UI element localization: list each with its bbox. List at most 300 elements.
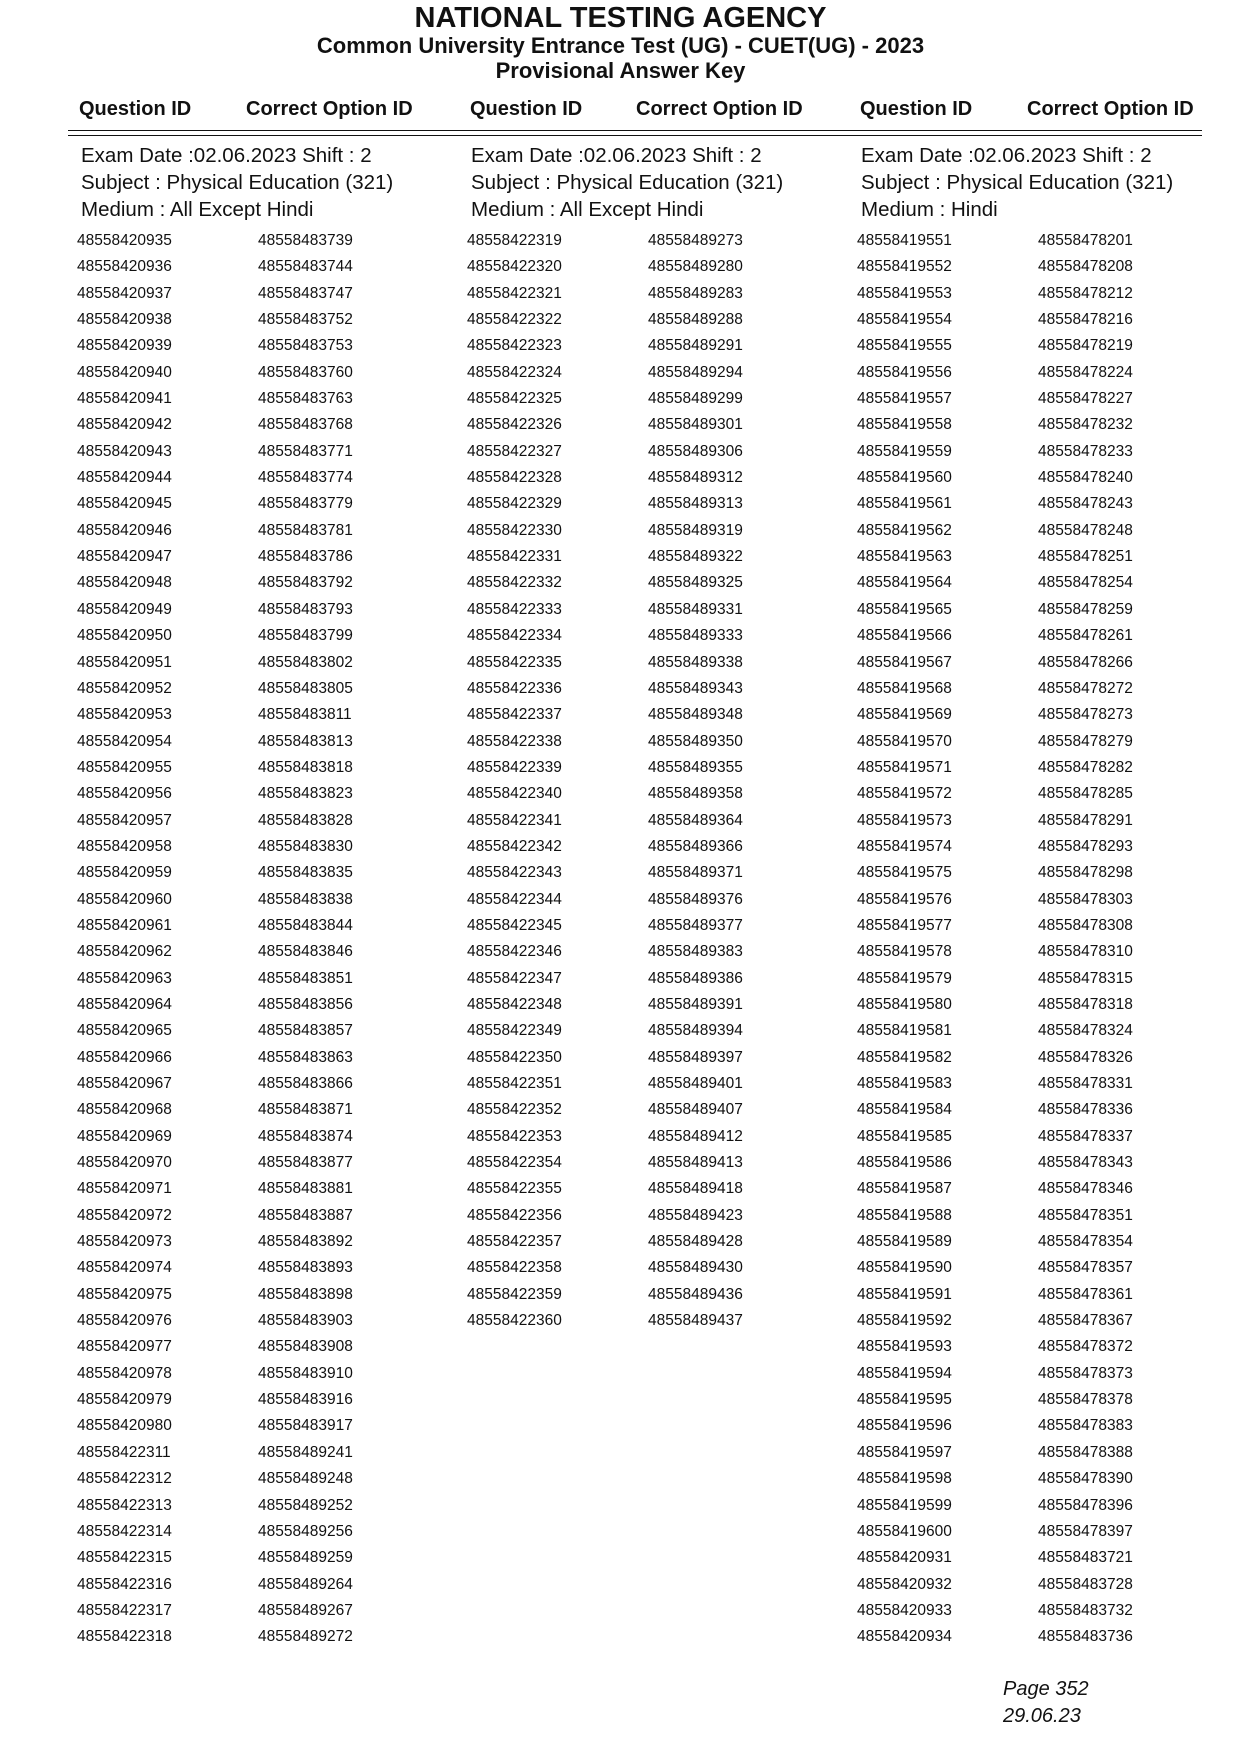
question-id-cell: 48558422356 xyxy=(467,1206,562,1224)
correct-option-id-cell: 48558489397 xyxy=(648,1048,743,1066)
question-id-cell: 48558420950 xyxy=(77,627,172,645)
correct-option-id-cell: 48558478390 xyxy=(1038,1470,1133,1488)
correct-option-id-cell: 48558483768 xyxy=(258,416,353,434)
correct-option-id-cell: 48558478354 xyxy=(1038,1233,1133,1251)
question-id-cell: 48558419587 xyxy=(857,1180,952,1198)
subject: Subject : Physical Education (321) xyxy=(81,171,394,194)
question-id-cell: 48558422342 xyxy=(467,837,562,855)
question-id-cell: 48558420935 xyxy=(77,232,172,249)
correct-option-id-cell: 48558489412 xyxy=(648,1127,743,1145)
question-id-cell: 48558422328 xyxy=(467,469,562,487)
question-id-cell: 48558422314 xyxy=(77,1522,172,1540)
question-id-cell: 48558420973 xyxy=(77,1233,172,1251)
question-id-cell: 48558419562 xyxy=(857,521,952,539)
question-id-cell: 48558419600 xyxy=(857,1522,952,1540)
correct-option-id-cell: 48558478373 xyxy=(1038,1364,1133,1382)
correct-option-id-cell: 48558489283 xyxy=(648,284,743,302)
question-id-cell: 48558419569 xyxy=(857,706,952,724)
correct-option-id-cell: 48558489319 xyxy=(648,521,743,539)
question-id-cell: 48558419582 xyxy=(857,1048,952,1066)
question-id-cell: 48558419563 xyxy=(857,548,952,566)
correct-option-id-cell: 48558478293 xyxy=(1038,837,1133,855)
correct-option-id-cell: 48558489241 xyxy=(258,1443,353,1461)
question-id-cell: 48558420931 xyxy=(857,1549,952,1567)
question-id-cell: 48558419557 xyxy=(857,390,952,408)
question-id-cell: 48558419596 xyxy=(857,1417,952,1435)
question-id-cell: 48558422355 xyxy=(467,1180,562,1198)
correct-option-id-cell: 48558483828 xyxy=(258,811,353,829)
question-id-cell: 48558422329 xyxy=(467,495,562,513)
question-id-cell: 48558422322 xyxy=(467,311,562,329)
question-id-cell: 48558420967 xyxy=(77,1075,172,1092)
question-id-cell: 48558422312 xyxy=(77,1470,172,1488)
header-rule-top xyxy=(68,130,1202,131)
correct-option-id-cell: 48558483793 xyxy=(258,600,353,618)
correct-option-id-cell: 48558483835 xyxy=(258,864,353,882)
question-id-cell: 48558419568 xyxy=(857,679,952,697)
correct-option-id-cell: 48558483813 xyxy=(258,732,353,750)
question-id-cell: 48558422337 xyxy=(467,706,562,724)
correct-option-id-cell: 48558483877 xyxy=(258,1154,353,1172)
correct-option-id-cell: 48558489364 xyxy=(648,811,743,829)
question-id-cell: 48558422341 xyxy=(467,811,562,829)
question-id-cell: 48558420977 xyxy=(77,1338,172,1356)
correct-option-id-cell: 48558489430 xyxy=(648,1259,743,1277)
correct-option-id-cell: 48558478216 xyxy=(1038,311,1133,329)
correct-option-id-cell: 48558478233 xyxy=(1038,442,1133,460)
question-id-cell: 48558419579 xyxy=(857,969,952,987)
correct-option-id-cell: 48558489436 xyxy=(648,1285,743,1303)
question-id-cell: 48558419553 xyxy=(857,284,952,302)
correct-option-id-cell: 48558478273 xyxy=(1038,706,1133,724)
question-id-cell: 48558422324 xyxy=(467,363,562,381)
correct-option-id-cell: 48558478303 xyxy=(1038,890,1133,908)
question-id-cell: 48558420933 xyxy=(857,1601,952,1619)
question-id-cell: 48558420965 xyxy=(77,1022,172,1040)
document-title: Provisional Answer Key xyxy=(495,58,746,83)
question-id-cell: 48558422349 xyxy=(467,1022,562,1040)
question-id-cell: 48558420958 xyxy=(77,837,172,855)
correct-option-id-cell: 48558489322 xyxy=(648,548,743,566)
question-id-cell: 48558419561 xyxy=(857,495,952,513)
question-id-cell: 48558420980 xyxy=(77,1417,172,1435)
correct-option-id-cell: 48558478298 xyxy=(1038,864,1133,882)
question-id-cell: 48558420971 xyxy=(77,1180,172,1198)
question-id-cell: 48558420957 xyxy=(77,811,172,829)
question-id-cell: 48558422334 xyxy=(467,627,562,645)
correct-option-id-cell: 48558478232 xyxy=(1038,416,1133,434)
question-id-cell: 48558419583 xyxy=(857,1075,952,1092)
question-id-cell: 48558419577 xyxy=(857,916,952,934)
question-id-cell: 48558419566 xyxy=(857,627,952,645)
correct-option-id-cell: 48558478224 xyxy=(1038,363,1133,381)
question-id-cell: 48558419556 xyxy=(857,363,952,381)
question-id-cell: 48558420955 xyxy=(77,758,172,776)
correct-option-id-cell: 48558478243 xyxy=(1038,495,1133,513)
question-id-cell: 48558419591 xyxy=(857,1285,952,1303)
question-id-cell: 48558422350 xyxy=(467,1048,562,1066)
correct-option-id-cell: 48558483805 xyxy=(258,679,353,697)
correct-option-id-cell: 48558489325 xyxy=(648,574,743,592)
correct-option-id-cell: 48558483728 xyxy=(1038,1575,1133,1593)
page-number: Page 352 xyxy=(1003,1678,1089,1700)
correct-option-id-cell: 48558483732 xyxy=(1038,1601,1133,1619)
question-id-cell: 48558422321 xyxy=(467,284,562,302)
question-id-cell: 48558419574 xyxy=(857,837,952,855)
correct-option-id-cell: 48558489348 xyxy=(648,706,743,724)
correct-option-id-cell: 48558478259 xyxy=(1038,600,1133,618)
correct-option-id-cell: 48558483830 xyxy=(258,837,353,855)
question-id-cell: 48558420963 xyxy=(77,969,172,987)
question-id-cell: 48558420937 xyxy=(77,284,172,302)
correct-option-id-cell: 48558483760 xyxy=(258,363,353,381)
question-id-cell: 48558422359 xyxy=(467,1285,562,1303)
correct-option-id-cell: 48558483753 xyxy=(258,337,353,355)
question-id-cell: 48558419590 xyxy=(857,1259,952,1277)
question-id-cell: 48558420948 xyxy=(77,574,172,592)
correct-option-id-cell: 48558489264 xyxy=(258,1575,353,1593)
question-id-cell: 48558420975 xyxy=(77,1285,172,1303)
correct-option-id-cell: 48558483818 xyxy=(258,758,353,776)
column-header-question-id-3: Question ID xyxy=(860,98,973,120)
correct-option-id-cell: 48558489407 xyxy=(648,1101,743,1119)
correct-option-id-cell: 48558489401 xyxy=(648,1075,743,1092)
correct-option-id-cell: 48558483736 xyxy=(1038,1628,1133,1646)
correct-option-id-cell: 48558483917 xyxy=(258,1417,353,1435)
question-id-cell: 48558420932 xyxy=(857,1575,952,1593)
question-id-cell: 48558422323 xyxy=(467,337,562,355)
question-id-cell: 48558419552 xyxy=(857,258,952,276)
correct-option-id-cell: 48558489272 xyxy=(258,1628,353,1646)
question-id-cell: 48558422351 xyxy=(467,1075,562,1092)
question-id-cell: 48558419585 xyxy=(857,1127,952,1145)
correct-option-id-cell: 48558483903 xyxy=(258,1312,353,1330)
correct-option-id-cell: 48558478388 xyxy=(1038,1443,1133,1461)
correct-option-id-cell: 48558483744 xyxy=(258,258,353,276)
correct-option-id-cell: 48558478326 xyxy=(1038,1048,1133,1066)
correct-option-id-cell: 48558489386 xyxy=(648,969,743,987)
correct-option-id-cell: 48558478248 xyxy=(1038,521,1133,539)
correct-option-id-cell: 48558489294 xyxy=(648,363,743,381)
question-id-cell: 48558420966 xyxy=(77,1048,172,1066)
answer-block-3 xyxy=(857,142,1241,1646)
correct-option-id-cell: 48558478251 xyxy=(1038,548,1133,566)
question-id-cell: 48558420978 xyxy=(77,1364,172,1382)
correct-option-id-cell: 48558489306 xyxy=(648,442,743,460)
correct-option-id-cell: 48558489376 xyxy=(648,890,743,908)
question-id-cell: 48558422330 xyxy=(467,521,562,539)
question-id-cell: 48558422354 xyxy=(467,1154,562,1172)
question-id-cell: 48558420942 xyxy=(77,416,172,434)
question-id-cell: 48558419575 xyxy=(857,864,952,882)
correct-option-id-cell: 48558489350 xyxy=(648,732,743,750)
question-id-cell: 48558419565 xyxy=(857,600,952,618)
question-id-cell: 48558420969 xyxy=(77,1127,172,1145)
correct-option-id-cell: 48558478282 xyxy=(1038,758,1133,776)
correct-option-id-cell: 48558489248 xyxy=(258,1470,353,1488)
correct-option-id-cell: 48558489423 xyxy=(648,1206,743,1224)
correct-option-id-cell: 48558483871 xyxy=(258,1101,353,1119)
question-id-cell: 48558422352 xyxy=(467,1101,562,1119)
question-id-cell: 48558420954 xyxy=(77,732,172,750)
exam-date-shift: Exam Date :02.06.2023 Shift : 2 xyxy=(81,144,372,167)
question-id-cell: 48558419578 xyxy=(857,943,952,961)
correct-option-id-cell: 48558478201 xyxy=(1038,232,1133,249)
correct-option-id-cell: 48558489288 xyxy=(648,311,743,329)
correct-option-id-cell: 48558478219 xyxy=(1038,337,1133,355)
question-id-cell: 48558420953 xyxy=(77,706,172,724)
question-id-cell: 48558422331 xyxy=(467,548,562,566)
correct-option-id-cell: 48558478227 xyxy=(1038,390,1133,408)
question-id-cell: 48558422325 xyxy=(467,390,562,408)
question-id-cell: 48558422336 xyxy=(467,679,562,697)
question-id-cell: 48558422315 xyxy=(77,1549,172,1567)
correct-option-id-cell: 48558483910 xyxy=(258,1364,353,1382)
answer-block-1 xyxy=(77,142,461,1646)
correct-option-id-cell: 48558483908 xyxy=(258,1338,353,1356)
question-id-cell: 48558419567 xyxy=(857,653,952,671)
correct-option-id-cell: 48558489273 xyxy=(648,232,743,249)
question-id-cell: 48558422353 xyxy=(467,1127,562,1145)
question-id-cell: 48558419594 xyxy=(857,1364,952,1382)
column-header-correct-option-id-1: Correct Option ID xyxy=(246,98,413,120)
subject: Subject : Physical Education (321) xyxy=(471,171,784,194)
question-id-cell: 48558419584 xyxy=(857,1101,952,1119)
correct-option-id-cell: 48558478310 xyxy=(1038,943,1133,961)
correct-option-id-cell: 48558489355 xyxy=(648,758,743,776)
question-id-cell: 48558422326 xyxy=(467,416,562,434)
question-id-cell: 48558422318 xyxy=(77,1628,172,1646)
correct-option-id-cell: 48558478367 xyxy=(1038,1312,1133,1330)
correct-option-id-cell: 48558483747 xyxy=(258,284,353,302)
correct-option-id-cell: 48558483893 xyxy=(258,1259,353,1277)
correct-option-id-cell: 48558478212 xyxy=(1038,284,1133,302)
column-header-correct-option-id-3: Correct Option ID xyxy=(1027,98,1194,120)
page-date: 29.06.23 xyxy=(1003,1705,1081,1727)
correct-option-id-cell: 48558489343 xyxy=(648,679,743,697)
question-id-cell: 48558422348 xyxy=(467,995,562,1013)
correct-option-id-cell: 48558478266 xyxy=(1038,653,1133,671)
medium: Medium : Hindi xyxy=(861,198,998,221)
correct-option-id-cell: 48558478261 xyxy=(1038,627,1133,645)
correct-option-id-cell: 48558483786 xyxy=(258,548,353,566)
correct-option-id-cell: 48558478357 xyxy=(1038,1259,1133,1277)
correct-option-id-cell: 48558489299 xyxy=(648,390,743,408)
question-id-cell: 48558420960 xyxy=(77,890,172,908)
correct-option-id-cell: 48558478308 xyxy=(1038,916,1133,934)
question-id-cell: 48558419586 xyxy=(857,1154,952,1172)
question-id-cell: 48558419564 xyxy=(857,574,952,592)
correct-option-id-cell: 48558478383 xyxy=(1038,1417,1133,1435)
correct-option-id-cell: 48558489252 xyxy=(258,1496,353,1514)
question-id-cell: 48558422343 xyxy=(467,864,562,882)
correct-option-id-cell: 48558483898 xyxy=(258,1285,353,1303)
correct-option-id-cell: 48558483763 xyxy=(258,390,353,408)
question-id-cell: 48558419554 xyxy=(857,311,952,329)
question-id-cell: 48558419581 xyxy=(857,1022,952,1040)
correct-option-id-cell: 48558483844 xyxy=(258,916,353,934)
question-id-cell: 48558419589 xyxy=(857,1233,952,1251)
question-id-cell: 48558420944 xyxy=(77,469,172,487)
correct-option-id-cell: 48558483866 xyxy=(258,1075,353,1092)
question-id-cell: 48558422347 xyxy=(467,969,562,987)
question-id-cell: 48558420951 xyxy=(77,653,172,671)
correct-option-id-cell: 48558483781 xyxy=(258,521,353,539)
correct-option-id-cell: 48558483811 xyxy=(258,706,352,724)
question-id-cell: 48558420962 xyxy=(77,943,172,961)
correct-option-id-cell: 48558478324 xyxy=(1038,1022,1133,1040)
correct-option-id-cell: 48558489338 xyxy=(648,653,743,671)
question-id-cell: 48558422360 xyxy=(467,1312,562,1330)
exam-date-shift: Exam Date :02.06.2023 Shift : 2 xyxy=(471,144,762,167)
correct-option-id-cell: 48558483739 xyxy=(258,232,353,249)
question-id-cell: 48558420961 xyxy=(77,916,172,934)
correct-option-id-cell: 48558483856 xyxy=(258,995,353,1013)
question-id-cell: 48558420972 xyxy=(77,1206,172,1224)
question-id-cell: 48558420956 xyxy=(77,785,172,803)
correct-option-id-cell: 48558483916 xyxy=(258,1391,353,1409)
medium: Medium : All Except Hindi xyxy=(471,198,704,221)
header-rule-bottom xyxy=(68,135,1202,136)
correct-option-id-cell: 48558478331 xyxy=(1038,1075,1133,1092)
correct-option-id-cell: 48558489413 xyxy=(648,1154,743,1172)
correct-option-id-cell: 48558483774 xyxy=(258,469,353,487)
question-id-cell: 48558420941 xyxy=(77,390,172,408)
question-id-cell: 48558420938 xyxy=(77,311,172,329)
question-id-cell: 48558420946 xyxy=(77,521,172,539)
correct-option-id-cell: 48558489313 xyxy=(648,495,743,513)
question-id-cell: 48558420959 xyxy=(77,864,172,882)
correct-option-id-cell: 48558489358 xyxy=(648,785,743,803)
correct-option-id-cell: 48558478285 xyxy=(1038,785,1133,803)
question-id-cell: 48558420936 xyxy=(77,258,172,276)
correct-option-id-cell: 48558478361 xyxy=(1038,1285,1133,1303)
question-id-cell: 48558420979 xyxy=(77,1391,172,1409)
question-id-cell: 48558422338 xyxy=(467,732,562,750)
correct-option-id-cell: 48558483792 xyxy=(258,574,353,592)
question-id-cell: 48558419573 xyxy=(857,811,952,829)
question-id-cell: 48558419598 xyxy=(857,1470,952,1488)
correct-option-id-cell: 48558483892 xyxy=(258,1233,353,1251)
column-header-correct-option-id-2: Correct Option ID xyxy=(636,98,803,120)
correct-option-id-cell: 48558489280 xyxy=(648,258,743,276)
correct-option-id-cell: 48558483887 xyxy=(258,1206,353,1224)
question-id-cell: 48558422313 xyxy=(77,1496,172,1514)
question-id-cell: 48558419551 xyxy=(857,232,952,249)
correct-option-id-cell: 48558483874 xyxy=(258,1127,353,1145)
exam-title: Common University Entrance Test (UG) - CUET(UG) - 2023 xyxy=(316,33,925,58)
question-id-cell: 48558420939 xyxy=(77,337,172,355)
correct-option-id-cell: 48558478351 xyxy=(1038,1206,1133,1224)
correct-option-id-cell: 48558489301 xyxy=(648,416,743,434)
correct-option-id-cell: 48558489331 xyxy=(648,600,743,618)
question-id-cell: 48558422357 xyxy=(467,1233,562,1251)
correct-option-id-cell: 48558483779 xyxy=(258,495,353,513)
question-id-cell: 48558422327 xyxy=(467,442,562,460)
question-id-cell: 48558420943 xyxy=(77,442,172,460)
question-id-cell: 48558419571 xyxy=(857,758,952,776)
correct-option-id-cell: 48558483846 xyxy=(258,943,353,961)
correct-option-id-cell: 48558478336 xyxy=(1038,1101,1133,1119)
question-id-cell: 48558419576 xyxy=(857,890,952,908)
question-id-cell: 48558422319 xyxy=(467,232,562,249)
correct-option-id-cell: 48558483752 xyxy=(258,311,353,329)
question-id-cell: 48558419570 xyxy=(857,732,952,750)
question-id-cell: 48558422316 xyxy=(77,1575,172,1593)
question-id-cell: 48558419560 xyxy=(857,469,952,487)
question-id-cell: 48558422344 xyxy=(467,890,562,908)
question-id-cell: 48558420964 xyxy=(77,995,172,1013)
question-id-cell: 48558419599 xyxy=(857,1496,952,1514)
question-id-cell: 48558420940 xyxy=(77,363,172,381)
question-id-cell: 48558419593 xyxy=(857,1338,952,1356)
question-id-cell: 48558420970 xyxy=(77,1154,172,1172)
question-id-cell: 48558420974 xyxy=(77,1259,172,1277)
answer-block-2 xyxy=(467,142,851,1330)
question-id-cell: 48558422317 xyxy=(77,1601,172,1619)
correct-option-id-cell: 48558489371 xyxy=(648,864,743,882)
correct-option-id-cell: 48558483881 xyxy=(258,1180,353,1198)
correct-option-id-cell: 48558483802 xyxy=(258,653,353,671)
correct-option-id-cell: 48558478343 xyxy=(1038,1154,1133,1172)
correct-option-id-cell: 48558478396 xyxy=(1038,1496,1133,1514)
question-id-cell: 48558420947 xyxy=(77,548,172,566)
question-id-cell: 48558419572 xyxy=(857,785,952,803)
agency-title: NATIONAL TESTING AGENCY xyxy=(414,2,827,34)
question-id-cell: 48558422335 xyxy=(467,653,562,671)
correct-option-id-cell: 48558489312 xyxy=(648,469,743,487)
question-id-cell: 48558422358 xyxy=(467,1259,562,1277)
question-id-cell: 48558420934 xyxy=(857,1628,952,1646)
correct-option-id-cell: 48558478279 xyxy=(1038,732,1133,750)
correct-option-id-cell: 48558478397 xyxy=(1038,1522,1133,1540)
question-id-cell: 48558420968 xyxy=(77,1101,172,1119)
exam-date-shift: Exam Date :02.06.2023 Shift : 2 xyxy=(861,144,1152,167)
correct-option-id-cell: 48558483771 xyxy=(258,442,353,460)
correct-option-id-cell: 48558489256 xyxy=(258,1522,353,1540)
correct-option-id-cell: 48558489267 xyxy=(258,1601,353,1619)
question-id-cell: 48558419595 xyxy=(857,1391,952,1409)
correct-option-id-cell: 48558478208 xyxy=(1038,258,1133,276)
correct-option-id-cell: 48558489366 xyxy=(648,837,743,855)
question-id-cell: 48558419592 xyxy=(857,1312,952,1330)
correct-option-id-cell: 48558483823 xyxy=(258,785,353,803)
correct-option-id-cell: 48558489259 xyxy=(258,1549,353,1567)
correct-option-id-cell: 48558478254 xyxy=(1038,574,1133,592)
question-id-cell: 48558420949 xyxy=(77,600,172,618)
correct-option-id-cell: 48558483721 xyxy=(1038,1549,1133,1567)
correct-option-id-cell: 48558489418 xyxy=(648,1180,743,1198)
correct-option-id-cell: 48558489391 xyxy=(648,995,743,1013)
correct-option-id-cell: 48558483851 xyxy=(258,969,353,987)
correct-option-id-cell: 48558478315 xyxy=(1038,969,1133,987)
correct-option-id-cell: 48558489377 xyxy=(648,916,743,934)
question-id-cell: 48558422333 xyxy=(467,600,562,618)
question-id-cell: 48558419555 xyxy=(857,337,952,355)
question-id-cell: 48558422332 xyxy=(467,574,562,592)
question-id-cell: 48558419597 xyxy=(857,1443,952,1461)
correct-option-id-cell: 48558483799 xyxy=(258,627,353,645)
correct-option-id-cell: 48558489437 xyxy=(648,1312,743,1330)
question-id-cell: 48558419580 xyxy=(857,995,952,1013)
question-id-cell: 48558422320 xyxy=(467,258,562,276)
question-id-cell: 48558420952 xyxy=(77,679,172,697)
question-id-cell: 48558419588 xyxy=(857,1206,952,1224)
question-id-cell: 48558422345 xyxy=(467,916,562,934)
correct-option-id-cell: 48558478272 xyxy=(1038,679,1133,697)
question-id-cell: 48558420976 xyxy=(77,1312,172,1330)
correct-option-id-cell: 48558478240 xyxy=(1038,469,1133,487)
